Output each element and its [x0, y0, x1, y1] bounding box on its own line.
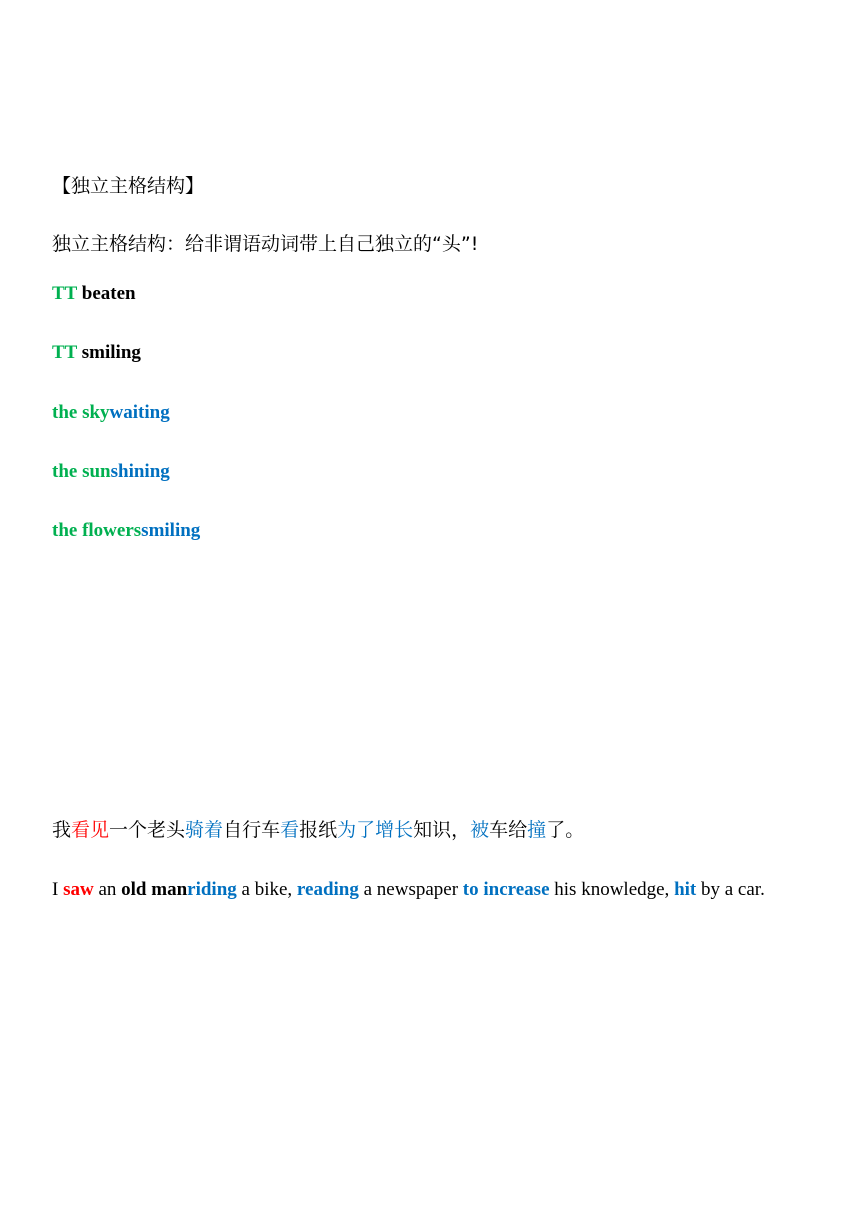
en-hit: hit: [674, 879, 697, 900]
en-reading: reading: [296, 879, 359, 900]
zh-saw: 看见: [71, 819, 110, 841]
example-line-3: [52, 402, 170, 424]
zh-part: 了。: [546, 819, 585, 841]
zh-part: 一个老头: [109, 819, 186, 841]
zh-part: 我: [52, 819, 72, 841]
en-part: a newspaper: [358, 879, 463, 900]
example-subject: the flowers: [52, 520, 142, 541]
example-subject: TT: [52, 342, 78, 363]
example-verb: smiling: [77, 342, 141, 363]
example-line-2: [52, 342, 141, 364]
en-saw: saw: [63, 879, 94, 900]
zh-part: 车给: [489, 819, 528, 841]
zh-purpose: 为了增长: [337, 819, 414, 841]
example-subject: the sky: [52, 402, 110, 423]
example-line-4: [52, 461, 170, 483]
en-part: by a car.: [696, 879, 765, 900]
zh-part: 报纸: [299, 819, 338, 841]
example-subject: TT: [52, 283, 78, 304]
en-part: I: [52, 879, 64, 900]
en-old-man: old man: [121, 879, 188, 900]
en-to-increase: to increase: [462, 879, 550, 900]
en-part: a bike,: [236, 879, 297, 900]
en-part: his knowledge,: [549, 879, 675, 900]
zh-riding: 骑着: [185, 819, 224, 841]
zh-reading: 看: [280, 819, 300, 841]
zh-part: 知识，: [413, 819, 471, 841]
example-line-5: [52, 520, 200, 542]
example-subject: the sun: [52, 461, 111, 482]
example-line-1: [52, 283, 136, 305]
zh-passive: 被: [470, 819, 490, 841]
example-verb: waiting: [109, 402, 170, 423]
en-riding: riding: [187, 879, 237, 900]
example-verb: shining: [110, 461, 170, 482]
section-heading: 【独立主格结构】: [52, 175, 205, 197]
zh-part: 自行车: [223, 819, 281, 841]
zh-hit: 撞: [527, 819, 547, 841]
chinese-sentence: [52, 815, 584, 842]
en-part: an: [93, 879, 122, 900]
example-verb: beaten: [77, 283, 136, 304]
example-verb: smiling: [141, 520, 201, 541]
definition-text: 独立主格结构：给非谓语动词带上自己独立的“头”!: [52, 233, 479, 255]
english-sentence: [52, 868, 792, 911]
